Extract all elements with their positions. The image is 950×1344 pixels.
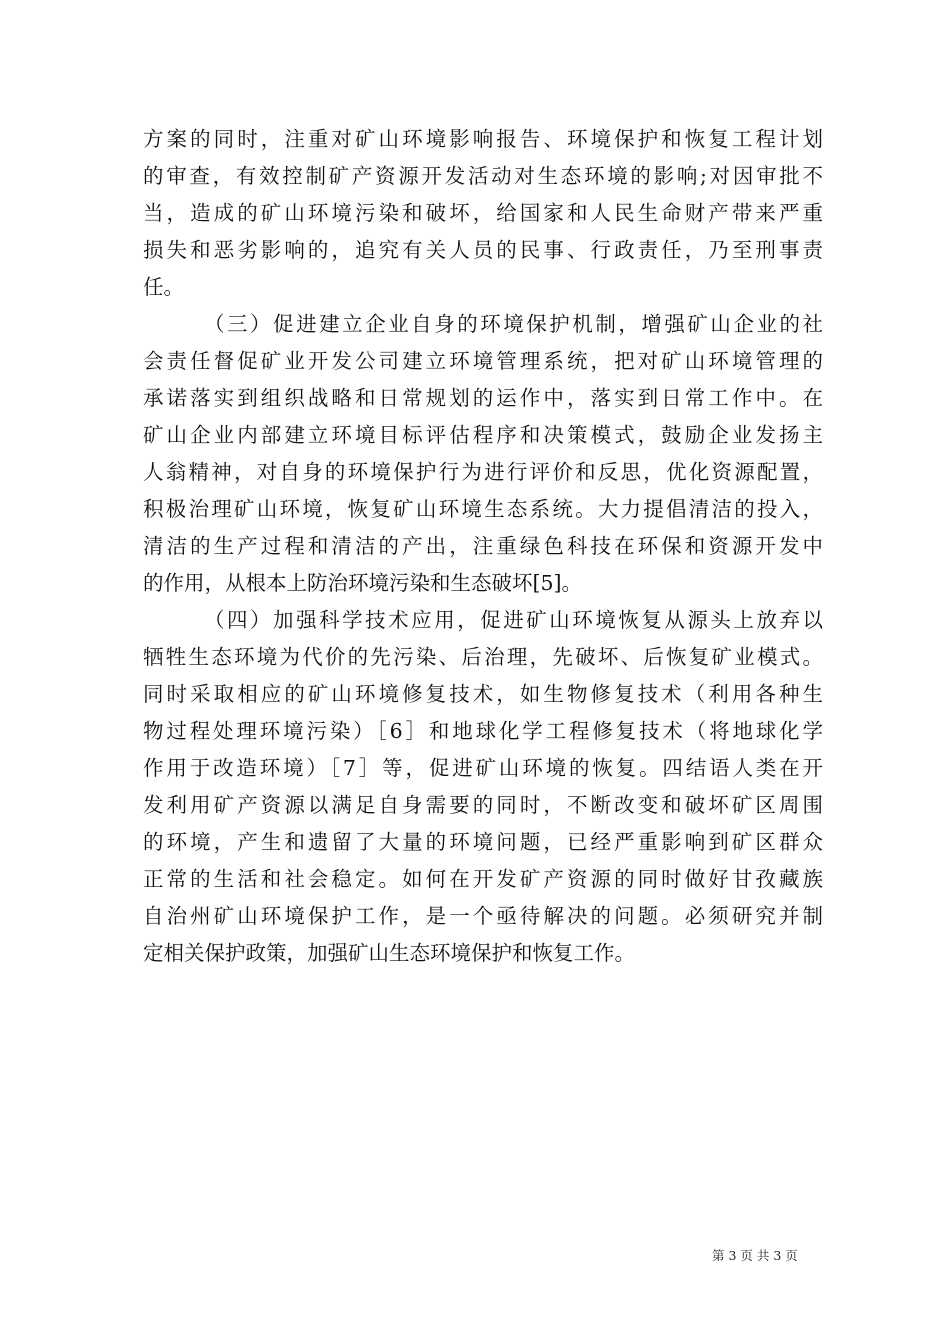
body-text — [143, 121, 823, 972]
page-number-footer: 第 3 页 共 3 页 — [712, 1248, 798, 1263]
text-line: 当，造成的矿山环境污染和破坏，给国家和人民生命财产带来严重 — [143, 201, 823, 225]
text-line: 会责任督促矿业开发公司建立环境管理系统，把对矿山环境管理的 — [143, 349, 823, 373]
text-line: 同时采取相应的矿山环境修复技术，如生物修复技术（利用各种生 — [143, 682, 823, 706]
text-line: 发利用矿产资源以满足自身需要的同时，不断改变和破坏矿区周围 — [143, 793, 823, 817]
text-line: 方案的同时，注重对矿山环境影响报告、环境保护和恢复工程计划 — [143, 127, 823, 151]
text-line: 的作用，从根本上防治环境污染和生态破坏[5]。 — [143, 571, 583, 595]
text-line: 人翁精神，对自身的环境保护行为进行评价和反思，优化资源配置， — [143, 460, 823, 484]
text-line: 矿山企业内部建立环境目标评估程序和决策模式，鼓励企业发扬主 — [143, 423, 823, 447]
text-line: 定相关保护政策，加强矿山生态环境保护和恢复工作。 — [143, 941, 635, 965]
text-line: 承诺落实到组织战略和日常规划的运作中，落实到日常工作中。在 — [143, 386, 823, 410]
text-line: 任。 — [143, 275, 184, 299]
text-line: 的审查，有效控制矿产资源开发活动对生态环境的影响;对因审批不 — [143, 164, 823, 188]
paragraph-start-line: （三）促进建立企业自身的环境保护机制，增强矿山企业的社 — [204, 312, 823, 336]
text-line: 清洁的生产过程和清洁的产出，注重绿色科技在环保和资源开发中 — [143, 534, 823, 558]
text-line: 物过程处理环境污染）［6］和地球化学工程修复技术（将地球化学 — [143, 719, 823, 743]
text-line: 损失和恶劣影响的，追究有关人员的民事、行政责任，乃至刑事责 — [143, 238, 823, 262]
text-line: 积极治理矿山环境，恢复矿山环境生态系统。大力提倡清洁的投入， — [143, 497, 823, 521]
text-line: 正常的生活和社会稳定。如何在开发矿产资源的同时做好甘孜藏族 — [143, 867, 823, 891]
text-line: 自治州矿山环境保护工作，是一个亟待解决的问题。必须研究并制 — [143, 904, 823, 928]
text-line: 牺牲生态环境为代价的先污染、后治理，先破坏、后恢复矿业模式。 — [143, 645, 823, 669]
paragraph-start-line: （四）加强科学技术应用，促进矿山环境恢复从源头上放弃以 — [204, 608, 823, 632]
text-line: 作用于改造环境）［7］等，促进矿山环境的恢复。四结语人类在开 — [143, 756, 823, 780]
text-line: 的环境，产生和遗留了大量的环境问题，已经严重影响到矿区群众 — [143, 830, 823, 854]
